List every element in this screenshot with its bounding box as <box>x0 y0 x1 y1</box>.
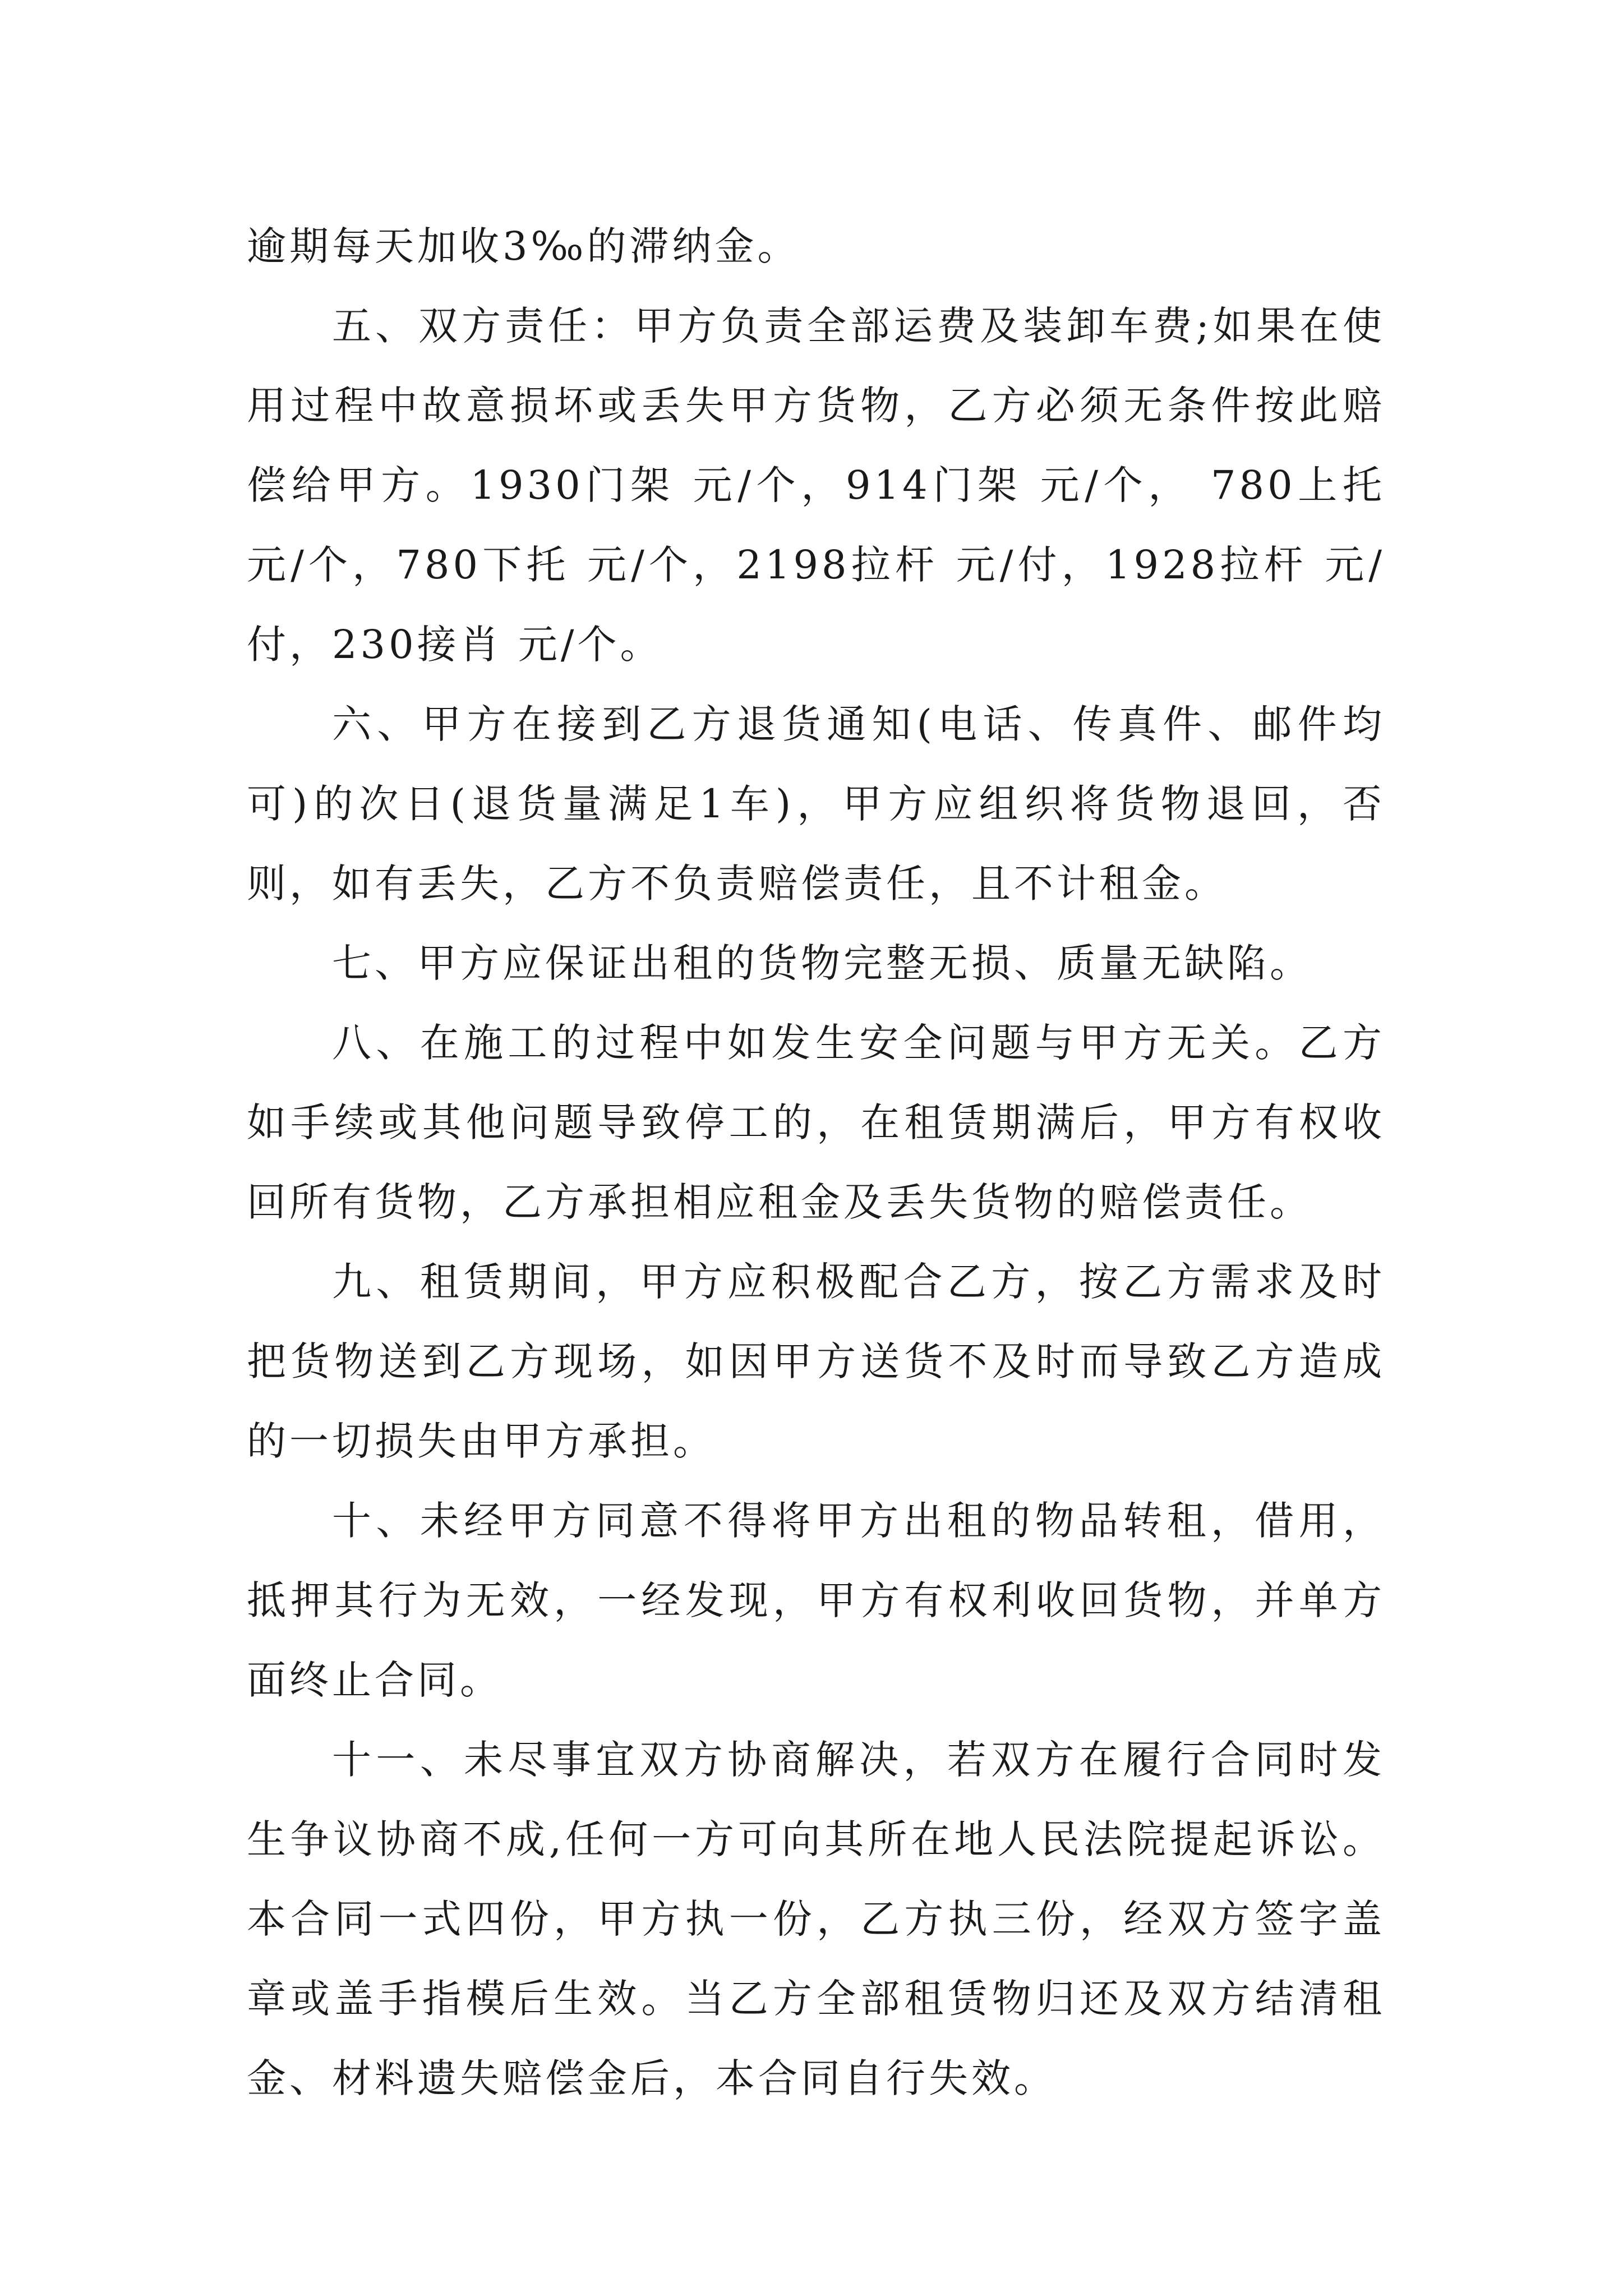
paragraph-clause-5: 五、双方责任：甲方负责全部运费及装卸车费;如果在使用过程中故意损坏或丢失甲方货物，乙方必须无条件按此赔偿给甲方。1930门架 元/个，914门架 元/个， 780上托元/个，780下托 元/个，2198拉杆 元/付，1928拉杆 元/付，230接肖 元/个。 <box>247 303 1385 668</box>
paragraph-clause-7: 七、甲方应保证出租的货物完整无损、质量无缺陷。 <box>332 940 1312 986</box>
paragraph-clause-6: 六、甲方在接到乙方退货通知(电话、传真件、邮件均可)的次日(退货量满足1车)，甲方应组织将货物退回，否则，如有丢失，乙方不负责赔偿责任，且不计租金。 <box>247 701 1385 907</box>
paragraph-clause-10: 十、未经甲方同意不得将甲方出租的物品转租，借用，抵押其行为无效，一经发现，甲方有权利收回货物，并单方面终止合同。 <box>247 1498 1385 1703</box>
paragraph-late-fee: 逾期每天加收3‰的滞纳金。 <box>247 223 800 269</box>
paragraph-clause-8: 八、在施工的过程中如发生安全问题与甲方无关。乙方如手续或其他问题导致停工的，在租赁期满后，甲方有权收回所有货物，乙方承担相应租金及丢失货物的赔偿责任。 <box>247 1020 1385 1225</box>
paragraph-clause-9: 九、租赁期间，甲方应积极配合乙方，按乙方需求及时把货物送到乙方现场，如因甲方送货不及时而导致乙方造成的一切损失由甲方承担。 <box>247 1259 1385 1464</box>
paragraph-clause-11: 十一、未尽事宜双方协商解决，若双方在履行合同时发生争议协商不成,任何一方可向其所在地人民法院提起诉讼。本合同一式四份，甲方执一份，乙方执三份，经双方签字盖章或盖手指模后生效。当乙方全部租赁物归还及双方结清租金、材料遗失赔偿金后，本合同自行失效。 <box>247 1737 1385 2101</box>
contract-body <box>247 206 1385 2118</box>
